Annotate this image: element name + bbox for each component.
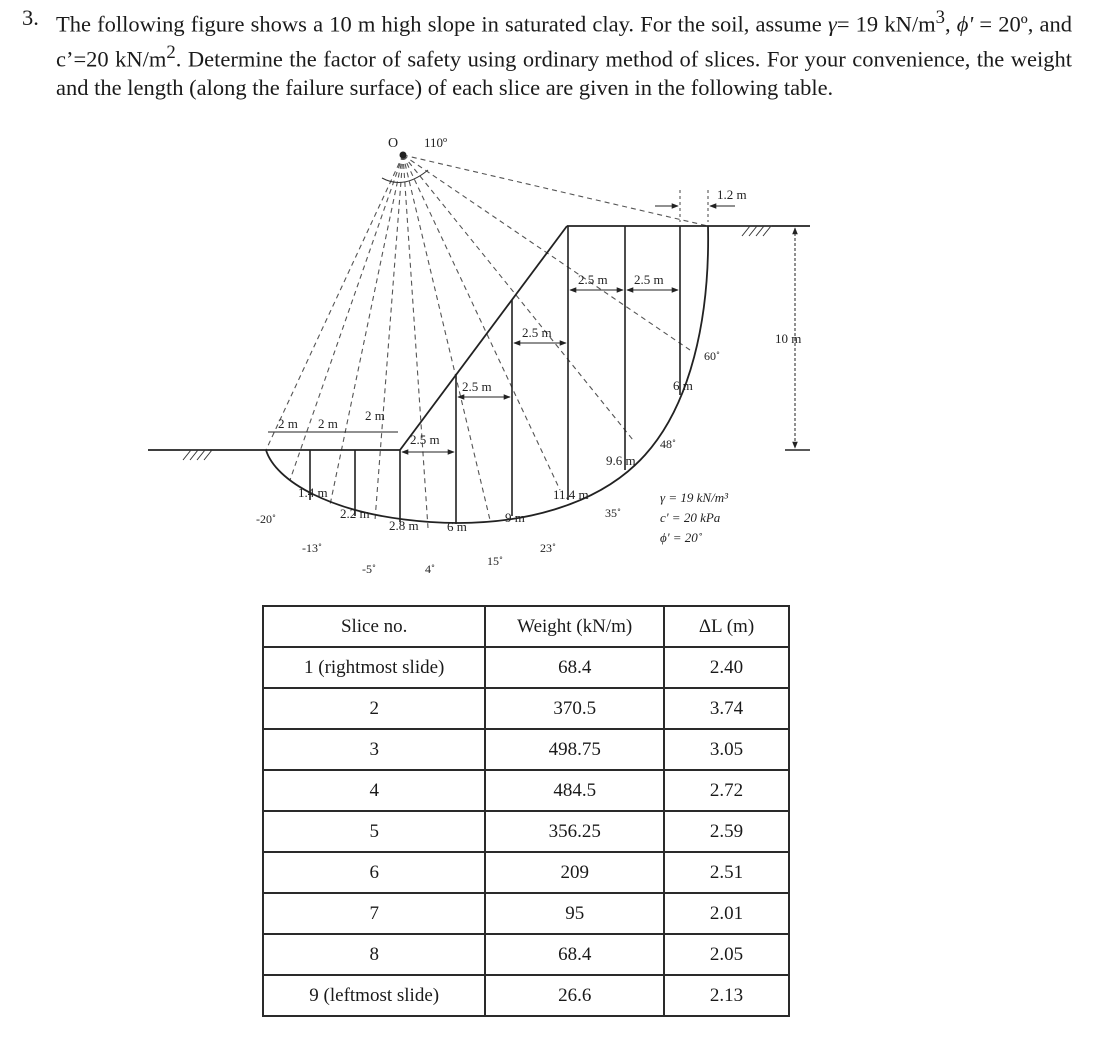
table-cell: 95 <box>485 893 664 934</box>
question-body <box>56 4 1072 103</box>
crest-width-label: 2.5 m <box>634 272 664 287</box>
question-paragraph <box>22 4 1072 103</box>
table-cell: 2.51 <box>664 852 789 893</box>
question-number: 3. <box>22 5 39 30</box>
table-header-row <box>263 606 789 647</box>
table-cell: 498.75 <box>485 729 664 770</box>
slice-boundaries <box>310 226 680 524</box>
radius-label: 6 m <box>673 378 693 393</box>
separator: , <box>944 11 957 37</box>
table-row <box>263 893 789 934</box>
table-row <box>263 729 789 770</box>
table-row <box>263 647 789 688</box>
table-cell: 8 <box>263 934 485 975</box>
slope-width-label: 2.5 m <box>410 432 440 447</box>
base-angle-label: 23˚ <box>540 541 556 555</box>
table-cell: 370.5 <box>485 688 664 729</box>
offset-label: 1.2 m <box>717 187 747 202</box>
length-label: 11.4 m <box>553 487 589 502</box>
table-cell: 2.05 <box>664 934 789 975</box>
centre-angle-arc <box>382 170 428 183</box>
crest-width-label: 2.5 m <box>578 272 608 287</box>
square-superscript: 2 <box>166 42 176 63</box>
length-label: 1.4 m <box>298 485 328 500</box>
table-row <box>263 975 789 1016</box>
table-cell: 2.01 <box>664 893 789 934</box>
question-text-intro: The following figure shows a 10 m high slope in saturated clay. For the soil, assume <box>56 11 828 37</box>
table-cell: 4 <box>263 770 485 811</box>
ground-hatch-right <box>740 226 772 236</box>
table-cell: 1 (rightmost slide) <box>263 647 485 688</box>
table-cell: 68.4 <box>485 934 664 975</box>
table-cell: 2.13 <box>664 975 789 1016</box>
base-angle-label: -5˚ <box>362 562 376 576</box>
question-text-rest: . Determine the factor of safety using ordinary method of slices. For your convenience, the weight and the length (along the failure surface) of each slice are given in the following table. <box>56 46 1073 100</box>
ground-hatch-left <box>180 450 212 460</box>
slope-width-label: 2.5 m <box>462 379 492 394</box>
centre-point <box>400 152 407 159</box>
table-header-cell: Slice no. <box>263 606 485 647</box>
table-row <box>263 852 789 893</box>
table-cell: 6 <box>263 852 485 893</box>
angle-48-label: 48˚ <box>660 437 676 451</box>
table-cell: 3.05 <box>664 729 789 770</box>
phi-symbol: ϕ' <box>956 11 974 37</box>
table-cell: 3 <box>263 729 485 770</box>
soil-friction: ϕ' = 20˚ <box>660 530 703 545</box>
table-cell: 5 <box>263 811 485 852</box>
failure-surface-arc <box>266 226 708 523</box>
table-cell: 356.25 <box>485 811 664 852</box>
soil-cohesion: c' = 20 kPa <box>660 510 721 525</box>
angle-60-label: 60˚ <box>704 349 720 363</box>
base-angle-label: 35˚ <box>605 506 621 520</box>
length-label: 6 m <box>447 519 467 534</box>
soil-gamma: γ = 19 kN/m³ <box>660 490 728 505</box>
table-cell: 2 <box>263 688 485 729</box>
length-label: 2.8 m <box>389 518 419 533</box>
table-header-cell: ΔL (m) <box>664 606 789 647</box>
table-cell: 2.72 <box>664 770 789 811</box>
toe-width-label: 2 m <box>278 416 298 431</box>
radial-dashed-lines <box>266 155 708 528</box>
length-label: 9 m <box>505 510 525 525</box>
table-cell: 3.74 <box>664 688 789 729</box>
table-row <box>263 811 789 852</box>
table-header-cell: Weight (kN/m) <box>485 606 664 647</box>
table-cell: 9 (leftmost slide) <box>263 975 485 1016</box>
height-label: 10 m <box>775 331 802 346</box>
slope-slices-figure <box>0 128 1100 588</box>
table-row <box>263 770 789 811</box>
slice-data-table <box>262 605 790 1017</box>
phi-cohesion-text: = 20º, and c’=20 kN/m <box>56 11 1072 72</box>
base-angle-label: -20˚ <box>256 512 276 526</box>
slope-width-label: 2.5 m <box>522 325 552 340</box>
table-row <box>263 934 789 975</box>
table-cell: 2.59 <box>664 811 789 852</box>
table-cell: 2.40 <box>664 647 789 688</box>
base-angle-label: -13˚ <box>302 541 322 555</box>
base-angle-label: 15˚ <box>487 554 503 568</box>
toe-width-label: 2 m <box>365 408 385 423</box>
length-label: 2.2 m <box>340 506 370 521</box>
table-cell: 7 <box>263 893 485 934</box>
table-cell: 209 <box>485 852 664 893</box>
table-cell: 484.5 <box>485 770 664 811</box>
length-label: 9.6 m <box>606 453 636 468</box>
base-angle-label: 4˚ <box>425 562 435 576</box>
table-cell: 68.4 <box>485 647 664 688</box>
centre-label: O <box>388 136 399 151</box>
centre-angle-label: 110º <box>424 135 448 150</box>
table-row <box>263 688 789 729</box>
cube-superscript: 3 <box>935 7 945 28</box>
toe-width-label: 2 m <box>318 416 338 431</box>
gamma-symbol: γ <box>827 11 837 37</box>
gamma-value: = 19 kN/m <box>836 11 936 37</box>
table-cell: 26.6 <box>485 975 664 1016</box>
